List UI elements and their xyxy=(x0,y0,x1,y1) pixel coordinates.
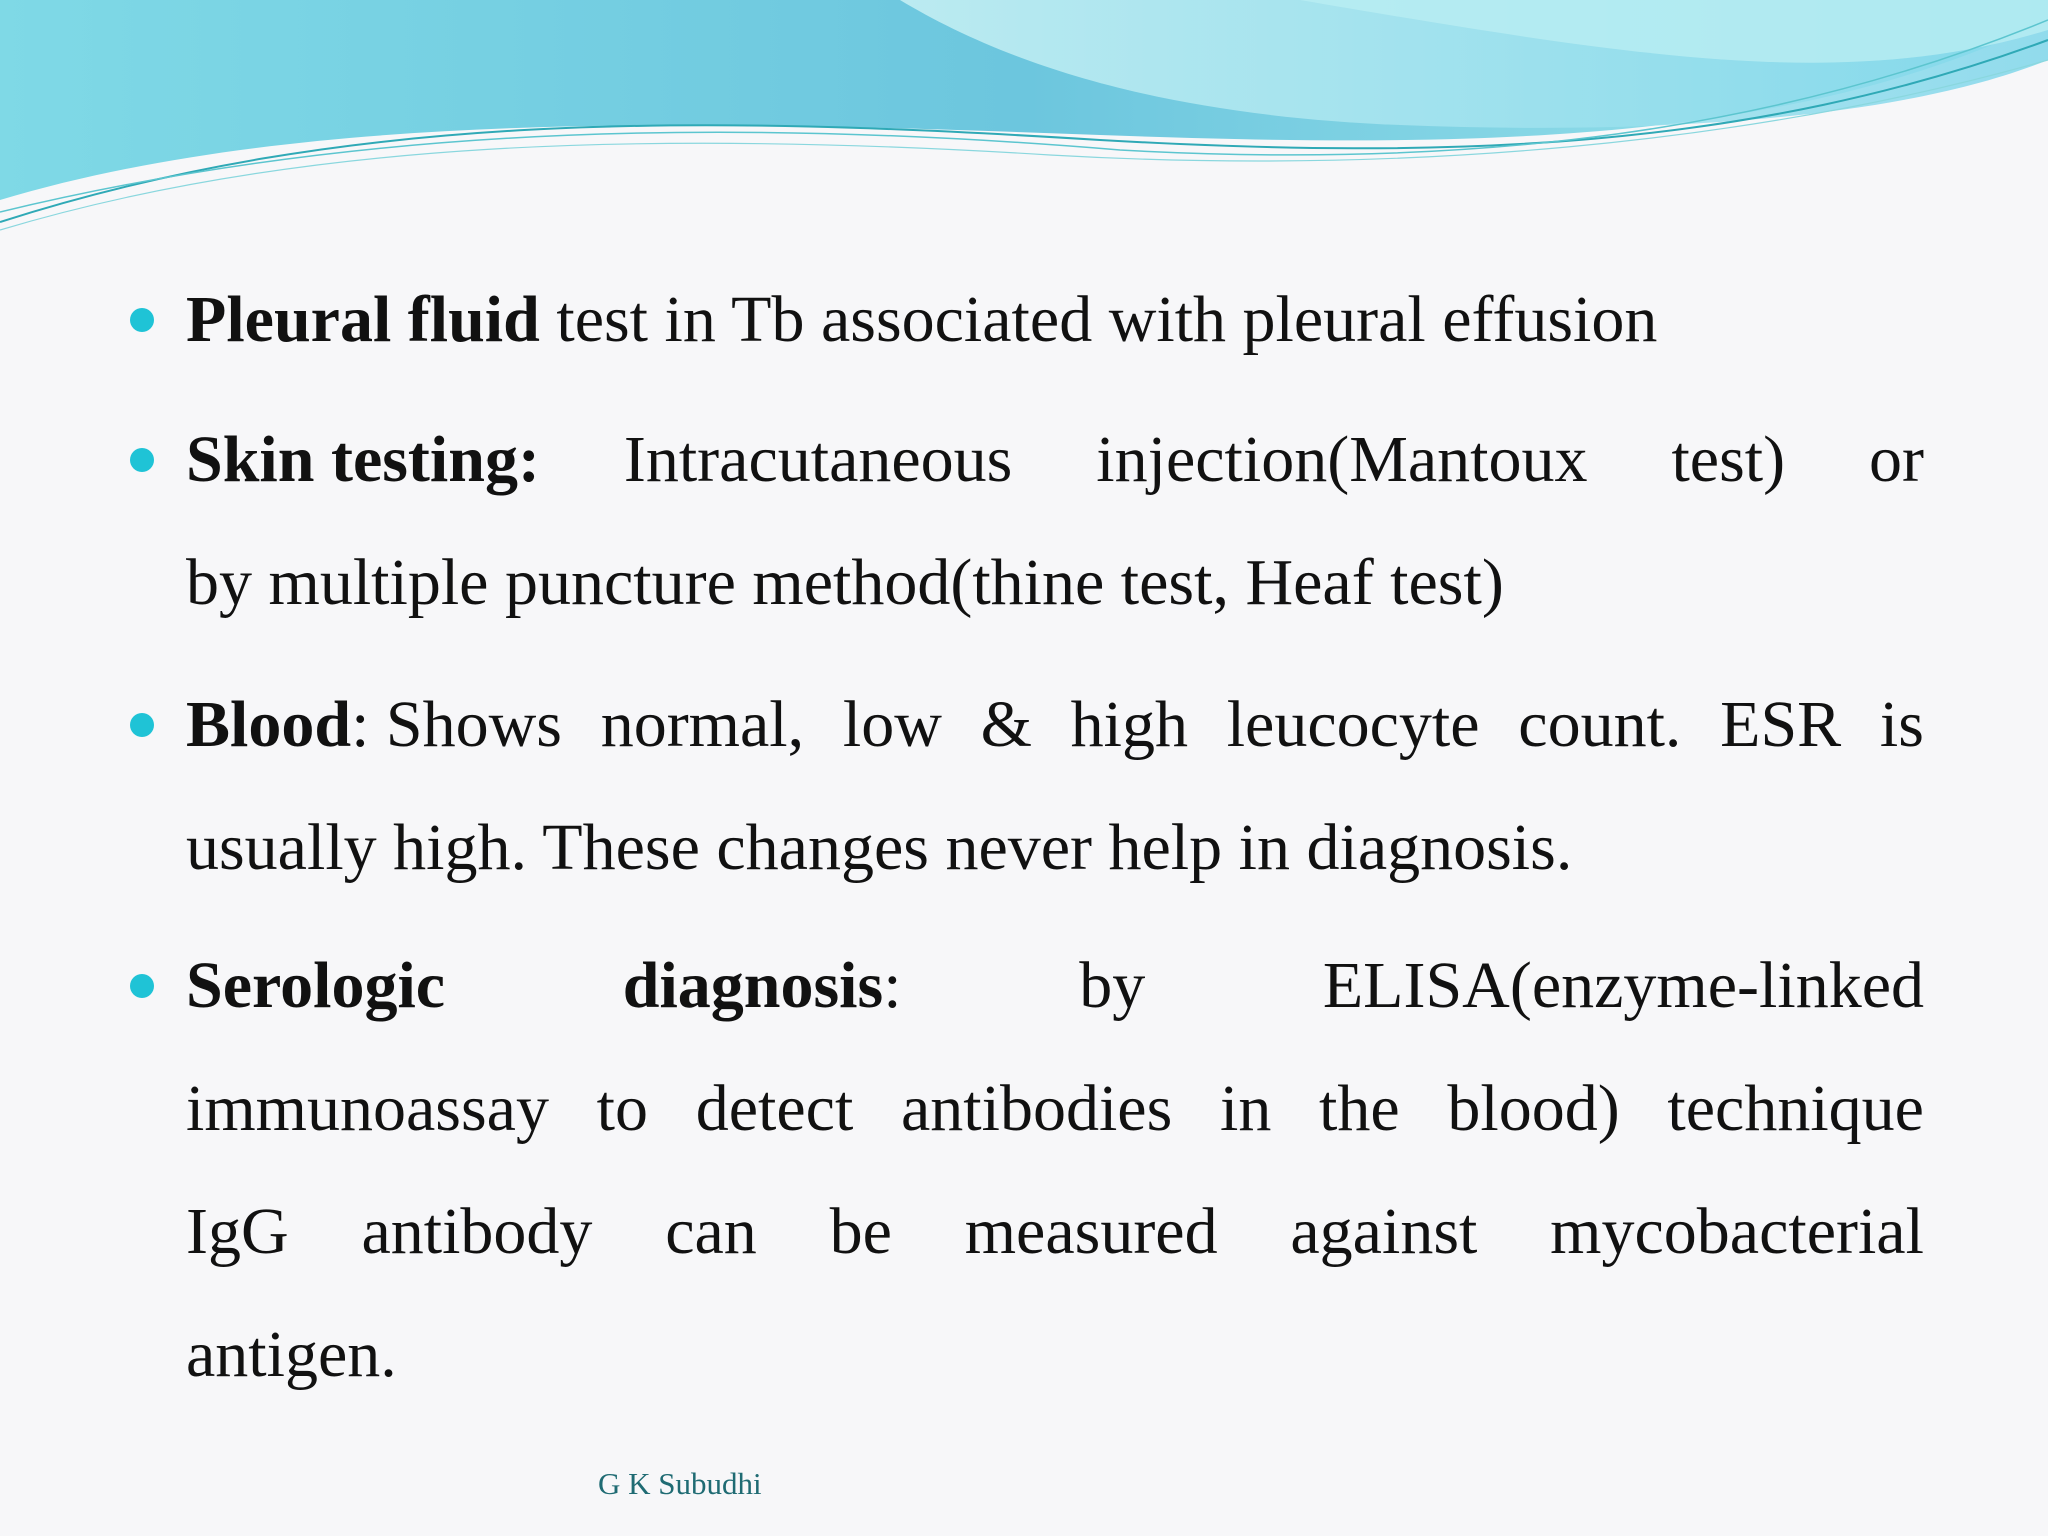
footer-author: G K Subudhi xyxy=(598,1466,762,1501)
bullet-line: IgG antibody can be measured against mycobacterial xyxy=(186,1195,1924,1268)
bullet-line: Serologic diagnosis: by ELISA(enzyme-linked xyxy=(186,924,1924,1047)
bullet-line: usually high. These changes never help in diagnosis. xyxy=(186,811,1573,884)
bold-term: Skin xyxy=(186,423,315,496)
bullet-line: by multiple puncture method(thine test, Heaf test) xyxy=(186,546,1504,619)
bullet-blood xyxy=(186,663,1924,909)
bullet-icon xyxy=(130,974,154,998)
bold-term: diagnosis xyxy=(622,949,884,1022)
bullet-icon xyxy=(130,308,154,332)
bullet-icon xyxy=(130,448,154,472)
bullet-line: antigen. xyxy=(186,1318,397,1391)
bullet-pleural-fluid xyxy=(186,258,1926,381)
bold-term: Serologic xyxy=(186,949,446,1022)
bullet-serologic-diagnosis xyxy=(186,924,1924,1416)
bold-term: Pleural fluid xyxy=(186,283,540,356)
bold-term: testing: xyxy=(330,423,540,496)
bullet-skin-testing xyxy=(186,398,1924,644)
bullet-line: Skin testing: Intracutaneous injection(Mantoux test) or xyxy=(186,423,1924,496)
bullet-icon xyxy=(130,713,154,737)
bullet-line xyxy=(186,258,1926,381)
bullet-line: immunoassay to detect antibodies in the blood) technique xyxy=(186,1072,1924,1145)
bullet-text: test in Tb associated with pleural effusion xyxy=(539,283,1658,356)
bold-term: Blood xyxy=(186,688,352,761)
bullet-line: Blood: Shows normal, low & high leucocyte count. ESR is xyxy=(186,688,1924,761)
